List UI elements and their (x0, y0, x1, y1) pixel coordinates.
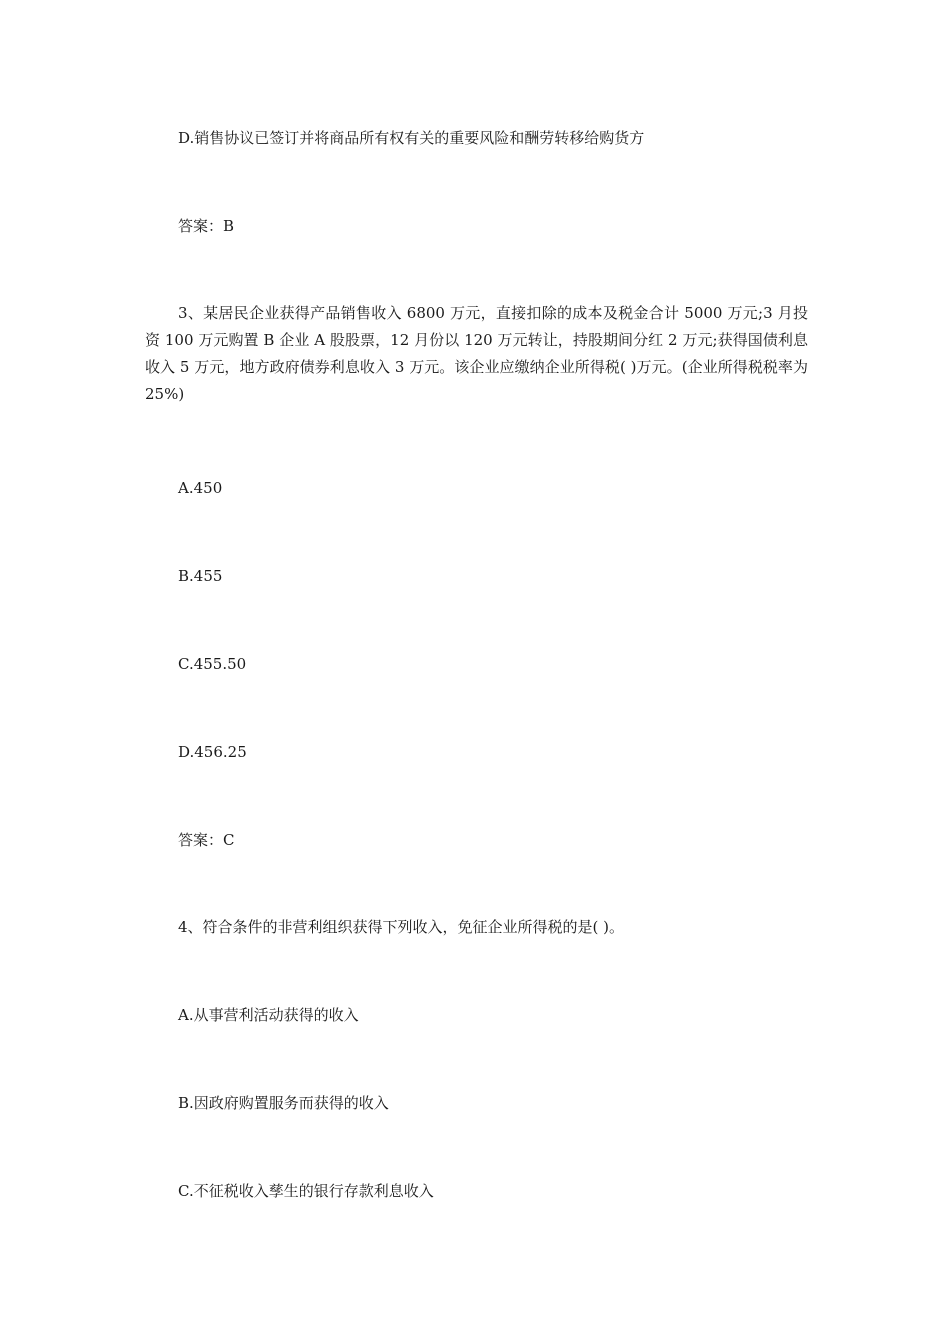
q4-option-c: C.不征税收入孳生的银行存款利息收入 (178, 1182, 434, 1200)
q3-question: 3、某居民企业获得产品销售收入 6800 万元，直接扣除的成本及税金合计 5000 万元;3 月投资 100 万元购置 B 企业 A 股股票，12 月份以 120 万元转让，持股期间分红 2 万元;获得国债利息收入 5 万元，地方政府债券利息收入 3 万元。该企业应缴纳企业所得税( )万元。(企业所得税税率为 25%) (145, 304, 808, 403)
q4-question: 4、符合条件的非营利组织获得下列收入，免征企业所得税的是( )。 (178, 918, 625, 936)
q3-option-c: C.455.50 (178, 655, 247, 673)
q3-answer: 答案：C (178, 831, 235, 849)
q2-option-d: D.销售协议已签订并将商品所有权有关的重要风险和酬劳转移给购货方 (178, 129, 645, 147)
q4-option-b: B.因政府购置服务而获得的收入 (178, 1094, 389, 1112)
q3-option-b: B.455 (178, 567, 223, 585)
q2-answer: 答案：B (178, 217, 235, 235)
q3-option-a: A.450 (178, 479, 223, 497)
q4-option-a: A.从事营利活动获得的收入 (178, 1006, 359, 1024)
q3-option-d: D.456.25 (178, 743, 247, 761)
